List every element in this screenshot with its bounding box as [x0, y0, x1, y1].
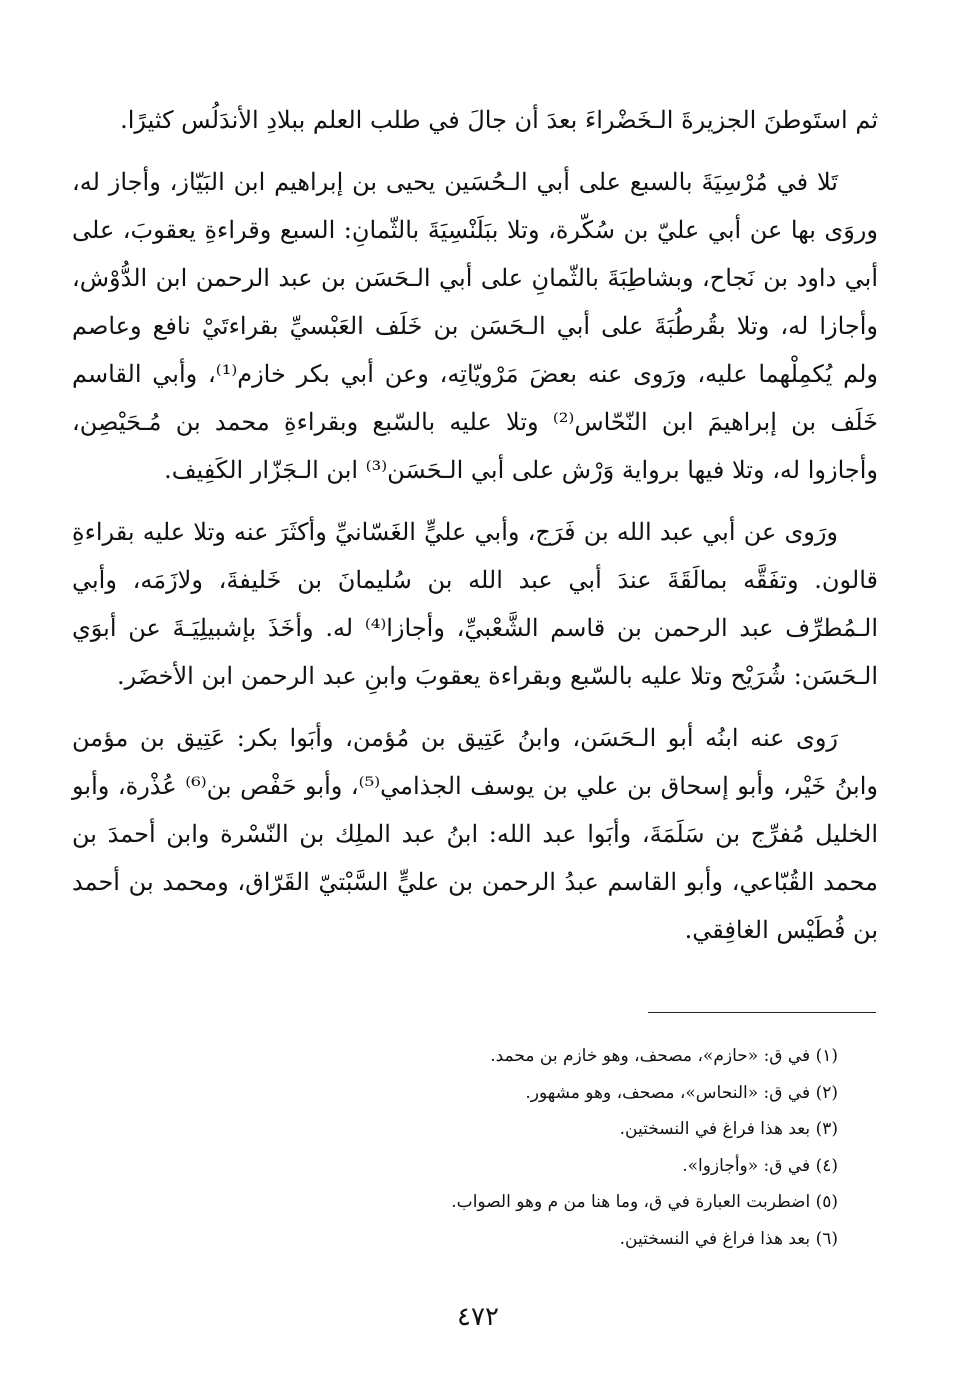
footnote-1: (١) في ق: «حازم»، مصحف، وهو خازم بن محمد.: [490, 1046, 838, 1066]
main-text: [72, 96, 878, 968]
paragraph-3: ورَوى عن أبي عبد الله بن فَرَج، وأبي عليٍّ الغَسّانيِّ وأكثَرَ عنه وتلا عليه بقراءةِ قالون. وتفَقَّه بمالَقَةَ عندَ أبي عبد الله بن سُليمانَ بن خَليفةَ، ولازَمَه، وأبي الـمُطرِّف عبد الرحمن بن قاسم الشَّعْبيِّ، وأجازا⁽⁴⁾ له. وأخَذَ بإشبيلِيَـةَ عن أبوَي الـحَسَن: شُرَيْح وتلا عليه بالسّبع وبقراءة يعقوبَ وابنِ عبد الرحمن ابن الأخضَر.: [72, 518, 878, 690]
footnote-2: (٢) في ق: «النحاس»، مصحف، وهو مشهور.: [525, 1082, 838, 1103]
footnotes: [78, 1038, 838, 1257]
footnote-5: (٥) اضطربت العبارة في ق، وما هنا من م وهو الصواب.: [451, 1192, 838, 1212]
footnote-3: (٣) بعد هذا فراغ في النسختين.: [619, 1119, 838, 1139]
page-number: ٤٧٢: [457, 1302, 499, 1332]
paragraph-4: رَوى عنه ابنُه أبو الـحَسَن، وابنُ عَتِيق بن مُؤمن، وأبَوا بكر: عَتِيق بن مؤمن وابنُ خَيْر، وأبو إسحاق بن علي بن يوسف الجذامي⁽⁵⁾، وأبو حَفْص بن⁽⁶⁾ عُذْرة، وأبو الخليل مُفرِّج بن سَلَمَةَ، وأبَوا عبد الله: ابنُ عبد الملِك بن النّسْرة وابن أحمدَ بن محمد القُبّاعي، وأبو القاسم عبدُ الرحمن بن عليٍّ السَّبْتيّ القَرّاق، ومحمد بن أحمد بن فُطَيْس الغافِقي.: [72, 724, 878, 944]
paragraph-2: تَلا في مُرْسِيَةَ بالسبع على أبي الـحُسَين يحيى بن إبراهيم ابن البَيّاز، وأجاز له، وروَى بها عن أبي عليّ بن سُكّرة، وتلا ببَلَنْسِيَةَ بالثّمانِ: السبع وقراءةِ يعقوبَ، على أبي داود بن نَجاح، وبشاطِبَةَ بالثّمانِ على أبي الـحَسَن بن عبد الرحمن ابن الدُّوْش، وأجازا له، وتلا بقُرطُبَةَ على أبي الـحَسَن بن خَلَف العَبْسيِّ بقراءتَيْ نافع وعاصم ولم يُكمِلْهما عليه، ورَوى عنه بعضَ مَرْويّاتِه، وعن أبي بكر خازم⁽¹⁾، وأبي القاسم خَلَف بن إبراهيمَ ابن النّحّاس⁽²⁾ وتلا عليه بالسّبع وبقراءةِ محمد بن مُـحَيْصِن، وأجازوا له، وتلا فيها برواية وَرْش على أبي الـحَسَن⁽³⁾ ابن الـجَزّار الكَفِيف.: [72, 168, 879, 484]
footnote-6: (٦) بعد هذا فراغ في النسختين.: [619, 1228, 838, 1249]
footnote-4: (٤) في ق: «وأجازوا».: [682, 1155, 838, 1176]
footnote-divider: [648, 1012, 876, 1013]
paragraph-1: ثم استَوطنَ الجزيرةَ الـخَضْراءَ بعدَ أن جالَ في طلب العلم ببلادِ الأندَلُس كثيرًا.: [120, 106, 878, 134]
